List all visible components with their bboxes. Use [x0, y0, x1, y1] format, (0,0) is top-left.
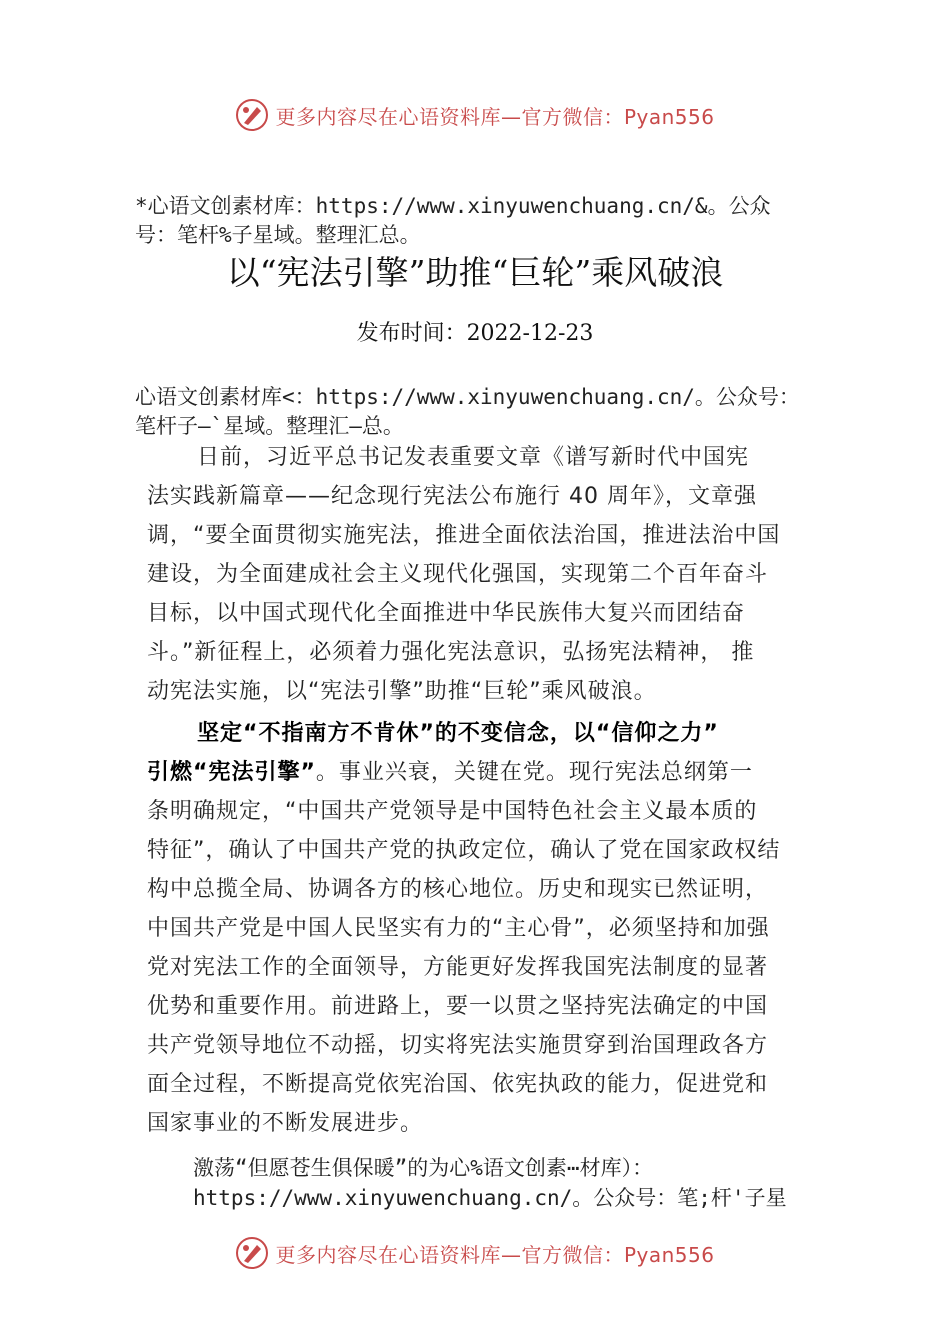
text-line: 优势和重要作用。前进路上，要一以贯之坚持宪法确定的中国: [147, 994, 769, 1019]
banner-text: 更多内容尽在心语资料库—官方微信：Pyan556: [275, 104, 715, 129]
watermark-line: https://www.xinyuwenchuang.cn/。公众号：笔;杆'子星: [193, 1186, 787, 1210]
text-line: 法实践新篇章——纪念现行宪法公布施行 40 周年》，文章强: [147, 484, 757, 509]
text-line: [147, 755, 753, 786]
pen-nib-seal-icon: [235, 98, 269, 132]
text-line: 共产党领导地位不动摇，切实将宪法实施贯穿到治国理政各方: [147, 1033, 769, 1058]
text-line: 国家事业的不断发展进步。: [147, 1111, 424, 1136]
text-line: 构中总揽全局、协调各方的核心地位。历史和现实已然证明，: [147, 877, 769, 902]
header-banner: [0, 95, 950, 135]
pen-nib-seal-icon: [235, 1236, 269, 1270]
text-line: 中国共产党是中国人民坚实有力的“主心骨”，必须坚持和加强: [147, 916, 770, 941]
text-line: 条明确规定，“中国共产党领导是中国特色社会主义最本质的: [147, 799, 758, 824]
footer-banner: [0, 1233, 950, 1273]
banner-text: 更多内容尽在心语资料库—官方微信：Pyan556: [275, 1242, 715, 1267]
text-line: 特征”，确认了中国共产党的执政定位，确认了党在国家政权结: [147, 838, 781, 863]
text-line: 日前，习近平总书记发表重要文章《谱写新时代中国宪: [197, 445, 750, 470]
text-line: 斗。”新征程上，必须着力强化宪法意识，弘扬宪法精神， 推: [147, 640, 755, 665]
watermark-line: 心语文创素材库<：https://www.xinyuwenchuang.cn/。公众号：: [135, 385, 800, 409]
text-line: 面全过程，不断提高党依宪治国、依宪执政的能力，促进党和: [147, 1072, 769, 1097]
text-line: 动宪法实施，以“宪法引擎”助推“巨轮”乘风破浪。: [147, 679, 657, 704]
text-line: 党对宪法工作的全面领导，方能更好发挥我国宪法制度的显著: [147, 955, 769, 980]
text-line: 目标，以中国式现代化全面推进中华民族伟大复兴而团结奋: [147, 601, 746, 626]
watermark-line: *心语文创素材库：https://www.xinyuwenchuang.cn/&。公众: [135, 194, 771, 218]
publish-date: 发布时间：2022-12-23: [356, 321, 594, 346]
text-line-rest: 。事业兴衰，关键在党。现行宪法总纲第一: [315, 760, 753, 785]
section-heading-lead: 引燃“宪法引擎”: [147, 760, 316, 785]
section-heading: 坚定“不指南方不肯休”的不变信念，以“信仰之力”: [197, 721, 719, 746]
article-title: 以“宪法引擎”助推“巨轮”乘风破浪: [226, 253, 724, 292]
watermark-line: 号：笔杆%子星域。整理汇总。: [135, 223, 421, 247]
text-line: 建设，为全面建成社会主义现代化强国，实现第二个百年奋斗: [147, 562, 769, 587]
watermark-line: 激荡“但愿苍生俱保暖”的为心%语文创素⋯材库）：: [193, 1156, 654, 1180]
watermark-line: 笔杆子—`星域。整理汇—总。: [135, 414, 404, 438]
text-line: 调，“要全面贯彻实施宪法，推进全面依法治国，推进法治中国: [147, 523, 781, 548]
